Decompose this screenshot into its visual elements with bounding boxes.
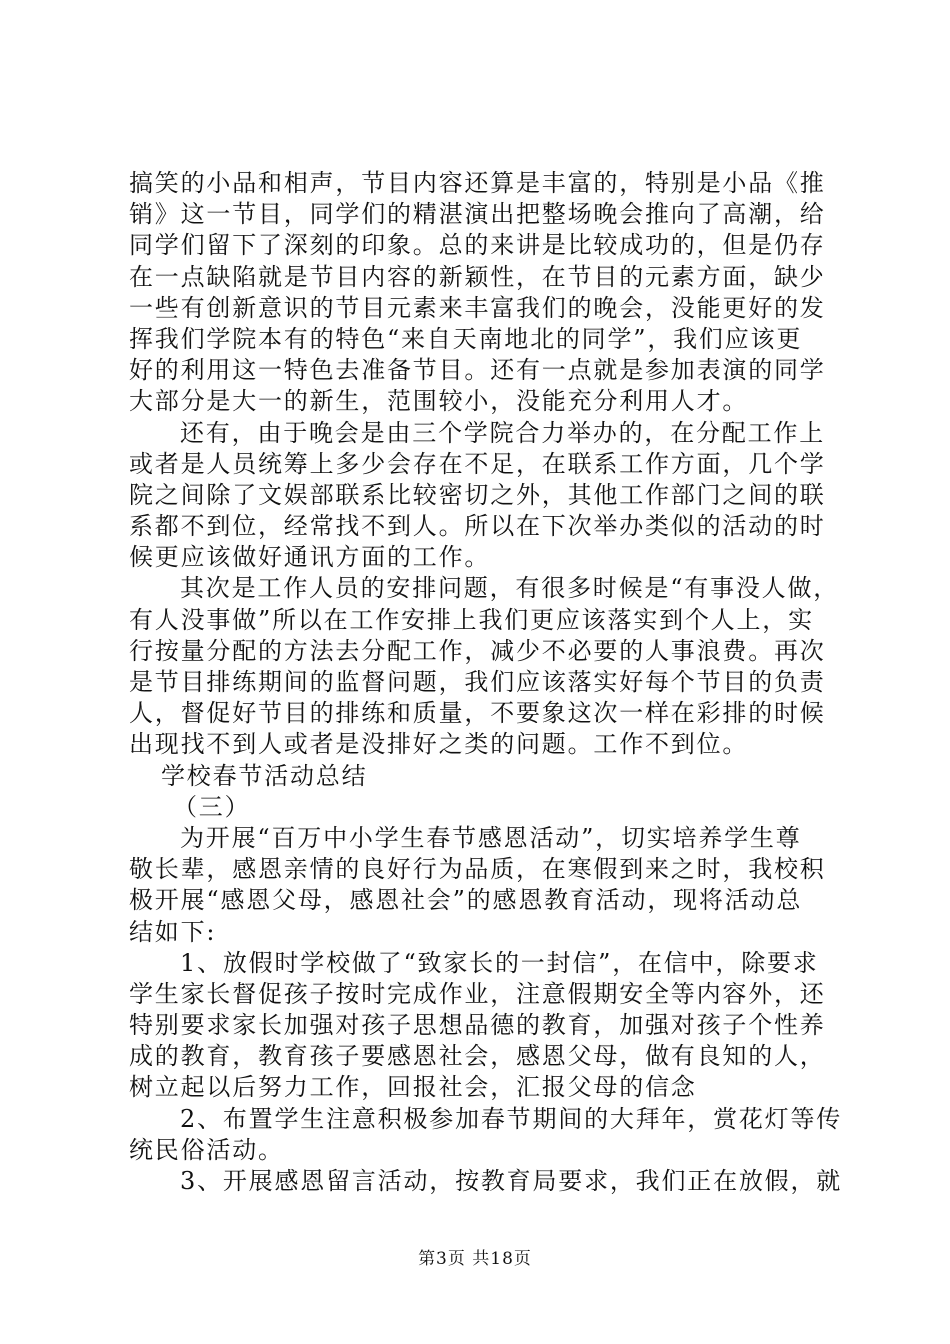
text-line: 在一点缺陷就是节目内容的新颖性，在节目的元素方面，缺少 [129, 262, 826, 291]
section-number [129, 792, 829, 823]
text-line: 搞笑的小品和相声，节目内容还算是丰富的，特别是小品《推 [129, 169, 826, 197]
text-line: 院之间除了文娱部联系比较密切之外，其他工作部门之间的联 [129, 480, 826, 509]
page-number-label: 第3页 共18页 [418, 1249, 532, 1269]
text-line: 行按量分配的方法去分配工作，减少不必要的人事浪费。再次 [129, 636, 826, 665]
text-line: 系都不到位，经常找不到人。所以在下次举办类似的活动的时 [129, 512, 826, 541]
text-line: 统民俗活动。 [129, 1135, 284, 1164]
text-line: 1、放假时学校做了“致家长的一封信”，在信中，除要求 [180, 948, 819, 977]
text-line: 敬长辈，感恩亲情的良好行为品质，在寒假到来之时，我校积 [129, 855, 826, 884]
text-line: 结如下: [129, 917, 217, 946]
text-line: 一些有创新意识的节目元素来丰富我们的晚会，没能更好的发 [129, 293, 826, 322]
text-line: 或者是人员统筹上多少会存在不足，在联系工作方面，几个学 [129, 449, 826, 478]
text-line: 是节目排练期间的监督问题，我们应该落实好每个节目的负责 [129, 668, 826, 696]
paragraph-activity-intro [129, 823, 829, 948]
text-line: 学生家长督促孩子按时完成作业，注意假期安全等内容外，还 [129, 979, 826, 1008]
text-line: 候更应该做好通讯方面的工作。 [129, 543, 491, 572]
text-line: 2、布置学生注意积极参加春节期间的大拜年，赏花灯等传 [180, 1104, 843, 1133]
page-footer [0, 1244, 950, 1269]
document-body [129, 168, 843, 1197]
text-line: 挥我们学院本有的特色“来自天南地北的同学”，我们应该更 [129, 324, 803, 353]
text-line: 销》这一节目，同学们的精湛演出把整场晚会推向了高潮，给 [129, 200, 826, 229]
paragraph-staffing [129, 573, 840, 760]
text-line: 有人没事做”所以在工作安排上我们更应该落实到个人上，实 [129, 605, 814, 634]
text-line: 极开展“感恩父母，感恩社会”的感恩教育活动，现将活动总 [129, 886, 803, 915]
text-line: 其次是工作人员的安排问题，有很多时候是“有事没人做， [180, 574, 840, 603]
section-heading [129, 761, 829, 792]
section-number-line: （三） [173, 792, 251, 821]
text-line: 出现找不到人或者是没排好之类的问题。工作不到位。 [129, 730, 749, 759]
text-line: 成的教育，教育孩子要感恩社会，感恩父母，做有良知的人， [129, 1042, 826, 1071]
list-item-1 [129, 948, 829, 1104]
list-item-3 [129, 1166, 843, 1197]
text-line: 还有，由于晚会是由三个学院合力举办的，在分配工作上 [180, 418, 825, 447]
text-line: 为开展“百万中小学生春节感恩活动”，切实培养学生尊 [180, 823, 802, 852]
text-line: 大部分是大一的新生，范围较小，没能充分利用人才。 [129, 387, 749, 416]
text-line: 同学们留下了深刻的印象。总的来讲是比较成功的，但是仍存 [129, 231, 826, 260]
paragraph-evening-review [129, 168, 829, 418]
list-item-2 [129, 1104, 843, 1166]
text-line: 3、开展感恩留言活动，按教育局要求，我们正在放假，就 [180, 1167, 843, 1195]
paragraph-coordination [129, 418, 829, 574]
text-line: 好的利用这一特色去准备节目。还有一点就是参加表演的同学 [129, 356, 826, 385]
text-line: 树立起以后努力工作，回报社会，汇报父母的信念 [129, 1073, 697, 1102]
text-line: 特别要求家长加强对孩子思想品德的教育，加强对孩子个性养 [129, 1011, 826, 1040]
heading-line: 学校春节活动总结 [161, 761, 368, 790]
text-line: 人，督促好节目的排练和质量，不要象这次一样在彩排的时候 [129, 699, 826, 728]
